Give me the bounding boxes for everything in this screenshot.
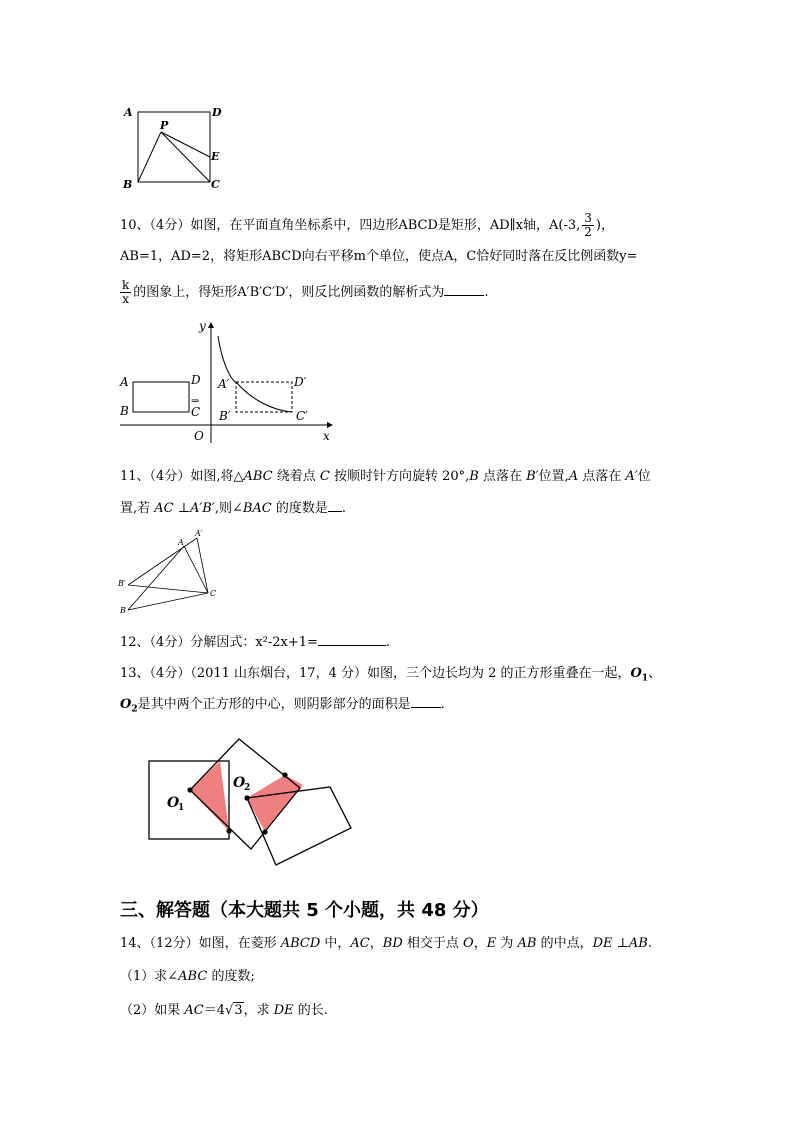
label-O2: O <box>233 775 246 791</box>
q10-answer-blank[interactable] <box>444 283 484 296</box>
q11-line2: 置,若 AC ⊥A′B′,则∠BAC 的度数是 . <box>120 501 347 516</box>
q10-line2: AB=1，AD=2，将矩形ABCD向右平移m个单位，使点A，C恰好同时落在反比例函数y= <box>120 249 638 264</box>
label-B: B <box>120 404 129 418</box>
label-A: A <box>178 538 184 547</box>
sqrt-symbol: √ <box>225 1003 234 1018</box>
axis-y-label: y <box>199 319 206 333</box>
q12-line: 12、（4分）分解因式：x²-2x+1= . <box>120 635 391 650</box>
q14-line1: 14、（12分）如图，在菱形 ABCD 中，AC，BD 相交于点 O，E 为 AB 的中点，DE ⊥AB. <box>120 936 652 951</box>
q12-answer-blank[interactable] <box>318 633 386 646</box>
label-D-prime: D′ <box>294 375 307 389</box>
arrow-right-icon: ⇒ <box>191 396 200 407</box>
label-C-prime: C′ <box>296 409 308 423</box>
label-C: C <box>210 589 217 598</box>
label-C: C <box>211 178 220 191</box>
label-C: C <box>191 405 201 419</box>
q14-part1: （1）求∠ABC 的度数; <box>120 969 255 984</box>
label-O1-sub: 1 <box>178 803 185 813</box>
q10-fraction: $\frac{3}{2}$ <box>584 211 592 239</box>
label-A-prime: A′ <box>195 529 203 538</box>
q13-line2: $O_2$是其中两个正方形的中心，则阴影部分的面积是 . <box>120 697 445 715</box>
q13-answer-blank[interactable] <box>411 695 441 708</box>
q14-part2: （2）如果 AC＝4√3，求 DE 的长. <box>120 1003 328 1018</box>
label-B: B <box>123 178 133 191</box>
figure-q11-triangle-rotation <box>112 528 222 618</box>
label-D: D <box>191 373 201 387</box>
section-title: 三、解答题（本大题共 5 个小题，共 48 分） <box>120 900 489 921</box>
label-O2-sub: 2 <box>244 783 251 793</box>
label-A: A <box>120 375 129 389</box>
label-B: B <box>120 606 126 615</box>
label-B-prime: B′ <box>219 409 231 423</box>
label-A: A <box>124 106 133 119</box>
q10-text: 10、（4分）如图，在平面直角坐标系中，四边形ABCD是矩形，AD∥x轴，A(-3, <box>120 218 581 233</box>
q10-line3: $\frac{k}{x}$ 的图象上，得矩形A′B′C′D′，则反比例函数的解析式为 . <box>122 278 489 306</box>
axis-x-label: x <box>323 429 330 443</box>
origin-label: O <box>194 429 204 443</box>
label-O1: O <box>167 795 180 811</box>
label-B-prime: B′ <box>118 579 126 588</box>
label-A-prime: A′ <box>218 377 230 391</box>
label-E: E <box>211 150 220 163</box>
figure-q10-coordinate-plane <box>115 318 340 446</box>
q11-answer-blank[interactable] <box>328 499 342 512</box>
q13-line1: 13、（4分）（2011 山东烟台，17，4 分）如图，三个边长均为 2 的正方形重叠在一起，$O_1$、 <box>120 666 662 684</box>
q10-k-over-x: $\frac{k}{x}$ <box>122 278 130 306</box>
figure-q13-overlapping-squares <box>140 728 360 868</box>
label-P: P <box>160 119 169 132</box>
q11-line1: 11、（4分）如图,将△ABC 绕着点 C 按顺时针方向旋转 20°,B 点落在 B′位置,A 点落在 A′位 <box>120 469 651 484</box>
figure-q9-square <box>118 100 228 195</box>
q10-line1: 10、（4分）如图，在平面直角坐标系中，四边形ABCD是矩形，AD∥x轴，A(-3, $\frac{3}{2}$ )， <box>120 211 614 239</box>
label-D: D <box>212 106 222 119</box>
